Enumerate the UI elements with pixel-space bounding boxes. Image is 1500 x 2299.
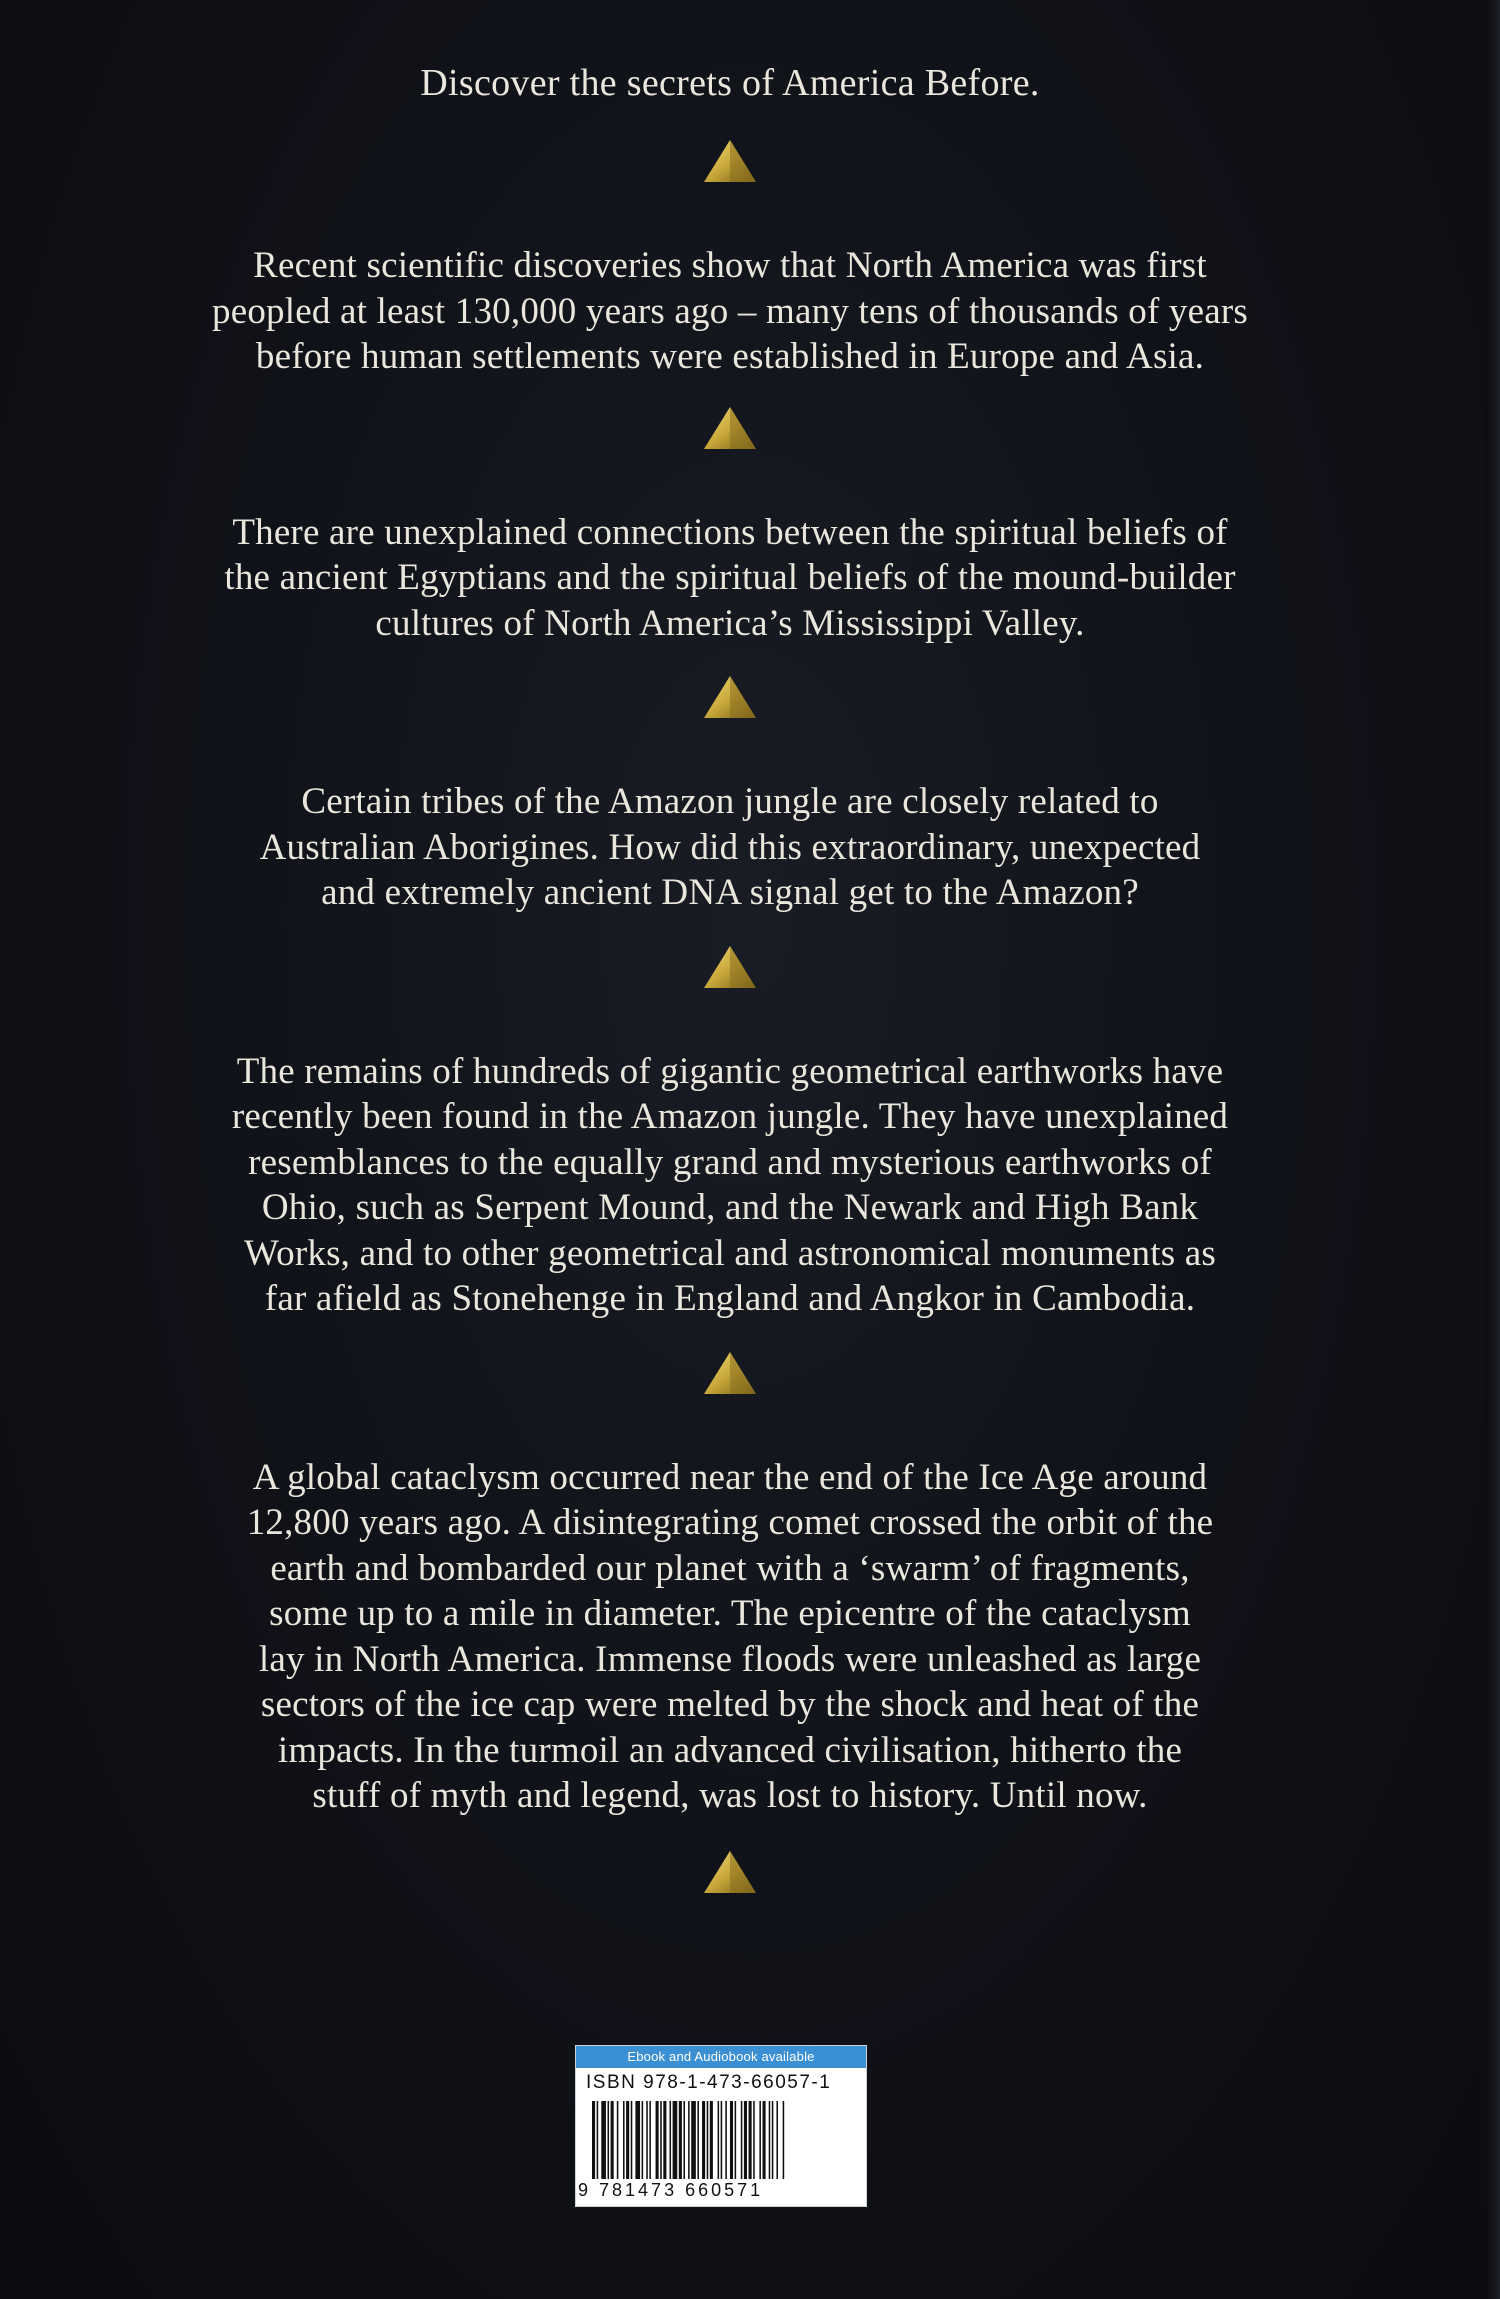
pyramid-divider-icon <box>700 138 760 185</box>
text-line: far afield as Stonehenge in England and Angkor in Cambodia. <box>264 1278 1196 1319</box>
paragraph-cataclysm <box>150 1455 1310 1819</box>
text-line: peopled at least 130,000 years ago – many tens of thousands of years <box>212 290 1248 332</box>
text-line: the ancient Egyptians and the spiritual beliefs of the mound-builder <box>224 557 1236 598</box>
pyramid-divider-icon <box>700 944 760 991</box>
pyramid-divider-icon <box>700 405 760 452</box>
ebook-audiobook-banner: Ebook and Audiobook available <box>576 2046 866 2068</box>
text-line: recently been found in the Amazon jungle. They have unexplained <box>231 1096 1229 1137</box>
text-line: Certain tribes of the Amazon jungle are closely related to <box>301 781 1159 822</box>
pyramid-divider-icon <box>700 1350 760 1397</box>
paragraph-earthworks <box>150 1049 1310 1322</box>
text-line: sectors of the ice cap were melted by the shock and heat of the <box>260 1684 1200 1725</box>
paragraph-egypt <box>150 510 1310 647</box>
text-line: lay in North America. Immense floods were unleashed as large <box>258 1638 1202 1680</box>
text-line: some up to a mile in diameter. The epicentre of the cataclysm <box>269 1593 1191 1634</box>
text-line: and extremely ancient DNA signal get to the Amazon? <box>321 872 1139 913</box>
paragraph-peopling <box>150 243 1310 380</box>
pyramid-divider-icon <box>700 1849 760 1896</box>
isbn-barcode-label <box>575 2045 867 2207</box>
text-line: A global cataclysm occurred near the end of the Ice Age around <box>252 1456 1208 1498</box>
text-line: There are unexplained connections between the spiritual beliefs of <box>232 511 1228 553</box>
text-line: earth and bombarded our planet with a ‘swarm’ of fragments, <box>270 1547 1190 1589</box>
text-line: stuff of myth and legend, was lost to history. Until now. <box>312 1775 1148 1816</box>
ean-digits: 9 781473 660571 <box>578 2180 764 2200</box>
isbn-number: ISBN 978-1-473-66057-1 <box>586 2072 832 2093</box>
blurb-column <box>150 60 1310 1896</box>
text-line: before human settlements were established in Europe and Asia. <box>255 336 1205 377</box>
text-line: The remains of hundreds of gigantic geometrical earthworks have <box>236 1050 1224 1092</box>
text-line: resemblances to the equally grand and mysterious earthworks of <box>248 1141 1212 1183</box>
paragraph-amazon-dna <box>150 779 1310 916</box>
pyramid-divider-icon <box>700 674 760 721</box>
text-line: Recent scientific discoveries show that North America was first <box>253 245 1207 286</box>
text-line: cultures of North America’s Mississippi Valley. <box>375 602 1085 644</box>
text-line: Australian Aborigines. How did this extraordinary, unexpected <box>259 826 1201 868</box>
text-line: 12,800 years ago. A disintegrating comet crossed the orbit of the <box>246 1502 1214 1543</box>
text-line: Works, and to other geometrical and astronomical monuments as <box>244 1232 1216 1274</box>
text-line: Ohio, such as Serpent Mound, and the Newark and High Bank <box>261 1187 1199 1228</box>
text-line: impacts. In the turmoil an advanced civilisation, hitherto the <box>277 1729 1183 1771</box>
barcode-icon <box>588 2101 854 2179</box>
intro-line: Discover the secrets of America Before. <box>420 62 1040 104</box>
